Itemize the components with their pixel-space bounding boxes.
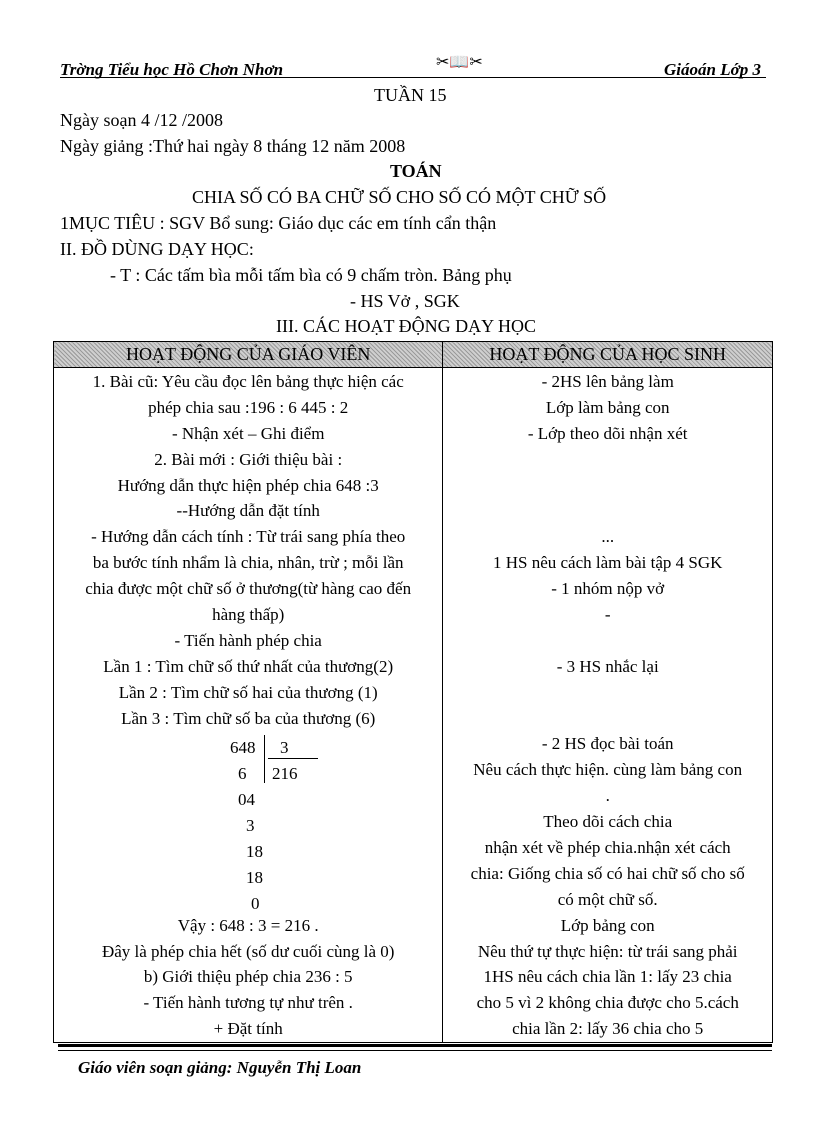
teacher-line: - Tiến hành phép chia	[174, 630, 322, 650]
division-step: 04	[238, 790, 255, 809]
student-line: Nêu thứ tự thực hiện: từ trái sang phải	[477, 941, 738, 961]
teacher-line: + Đặt tính	[213, 1019, 283, 1039]
teacher-line: Lần 1 : Tìm chữ số thứ nhất của thương(2)	[103, 656, 394, 676]
student-line: - 2 HS đọc bài toán	[541, 734, 674, 754]
teacher-line: - Tiến hành tương tự như trên .	[143, 993, 353, 1013]
student-column	[443, 368, 773, 1043]
footer-rule-thin	[58, 1050, 772, 1051]
activities-heading: III. CÁC HOẠT ĐỘNG DẠY HỌC	[276, 316, 536, 336]
student-line: -	[604, 605, 611, 625]
subject-title: TOÁN	[390, 161, 442, 181]
division-step: 18	[246, 868, 263, 887]
teacher-line: Lần 3 : Tìm chữ số ba của thương (6)	[121, 708, 376, 728]
student-line: - 2HS lên bảng làm	[541, 372, 674, 391]
divisor: 3	[280, 738, 289, 757]
teacher-line: - Nhận xét – Ghi điểm	[171, 423, 325, 443]
header-ornament: ✂📖✂	[436, 54, 483, 71]
student-line: Nêu cách thực hiện. cùng làm bảng con	[473, 760, 743, 780]
dividend: 648	[230, 738, 256, 757]
student-line: Lớp làm bảng con	[545, 397, 670, 417]
teacher-line: 2. Bài mới : Giới thiệu bài :	[154, 449, 343, 469]
prep-date: Ngày soạn 4 /12 /2008	[60, 110, 223, 130]
teach-date: Ngày giảng :Thứ hai ngày 8 tháng 12 năm 2008	[60, 136, 406, 156]
student-line: cho 5 vì 2 không chia được cho 5.cách	[476, 993, 739, 1013]
materials-heading: II. ĐỒ DÙNG DẠY HỌC:	[60, 239, 254, 259]
teacher-line: 1. Bài cũ: Yêu cầu đọc lên bảng thực hiện các	[92, 372, 404, 391]
student-line: - 3 HS nhắc lại	[556, 656, 659, 676]
quotient: 216	[272, 764, 298, 783]
student-line: Theo dõi cách chia	[543, 812, 673, 832]
student-column-header: HOẠT ĐỘNG CỦA HỌC SINH	[443, 342, 773, 368]
header-plan: Giáoán Lớp 3	[664, 60, 761, 79]
lesson-title: CHIA SỐ CÓ BA CHỮ SỐ CHO SỐ CÓ MỘT CHỮ SỐ	[192, 187, 607, 207]
divisor-underline	[268, 758, 318, 759]
student-line: - Lớp theo dõi nhận xét	[527, 423, 688, 443]
student-line: nhận xét về phép chia.nhận xét cách	[484, 838, 731, 858]
division-step: 3	[246, 816, 255, 835]
activities-table	[53, 341, 773, 1043]
teacher-line: ba bước tính nhẩm là chia, nhân, trừ ; mỗi lần	[92, 553, 404, 573]
footer-author: Giáo viên soạn giảng: Nguyễn Thị Loan	[78, 1058, 362, 1077]
division-step: 6	[238, 764, 247, 783]
objective: 1MỤC TIÊU : SGV Bổ sung: Giáo dục các em tính cẩn thận	[60, 213, 497, 233]
student-line: có một chữ số.	[557, 889, 658, 909]
student-line: 1 HS nêu cách làm bài tập 4 SGK	[492, 553, 723, 573]
student-line: 1HS nêu cách chia lần 1: lấy 23 chia	[483, 967, 732, 987]
week-label: TUẦN 15	[374, 85, 447, 105]
student-line: ...	[601, 527, 615, 547]
teacher-line: hàng thấp)	[212, 605, 285, 625]
teacher-line: Đây là phép chia hết (số dư cuối cùng là 0)	[101, 941, 395, 961]
student-line: Lớp bảng con	[560, 915, 655, 935]
teacher-line: phép chia sau :196 : 6 445 : 2	[148, 397, 349, 417]
teacher-line: - Hướng dẫn cách tính : Từ trái sang phía theo	[91, 527, 406, 547]
student-line: chia lần 2: lấy 36 chia cho 5	[512, 1019, 704, 1039]
teacher-line: Vậy : 648 : 3 = 216 .	[177, 915, 319, 935]
teacher-line: --Hướng dẫn đặt tính	[176, 501, 320, 521]
division-step: 18	[246, 842, 263, 861]
student-line: - 1 nhóm nộp vở	[551, 579, 665, 599]
division-bar	[264, 735, 265, 783]
teacher-line: chia được một chữ số ở thương(từ hàng cao đến	[85, 579, 412, 599]
student-line: chia: Giống chia số có hai chữ số cho số	[470, 863, 745, 883]
teacher-line: b) Giới thiệu phép chia 236 : 5	[143, 967, 353, 987]
materials-student: - HS Vở , SGK	[350, 291, 460, 311]
teacher-line: Lần 2 : Tìm chữ số hai của thương (1)	[118, 682, 378, 702]
header-school: Trờng Tiểu học Hồ Chơn Nhơn	[60, 60, 284, 79]
footer-rule-thick	[58, 1044, 772, 1047]
division-step: 0	[251, 894, 260, 913]
student-line: .	[605, 786, 610, 806]
materials-teacher: - T : Các tấm bìa mỗi tấm bìa có 9 chấm tròn. Bảng phụ	[110, 265, 512, 285]
teacher-column-header: HOẠT ĐỘNG CỦA GIÁO VIÊN	[54, 342, 443, 368]
teacher-column	[54, 368, 443, 1043]
teacher-line: Hướng dẫn thực hiện phép chia 648 :3	[117, 475, 379, 495]
header-rule	[60, 77, 766, 78]
